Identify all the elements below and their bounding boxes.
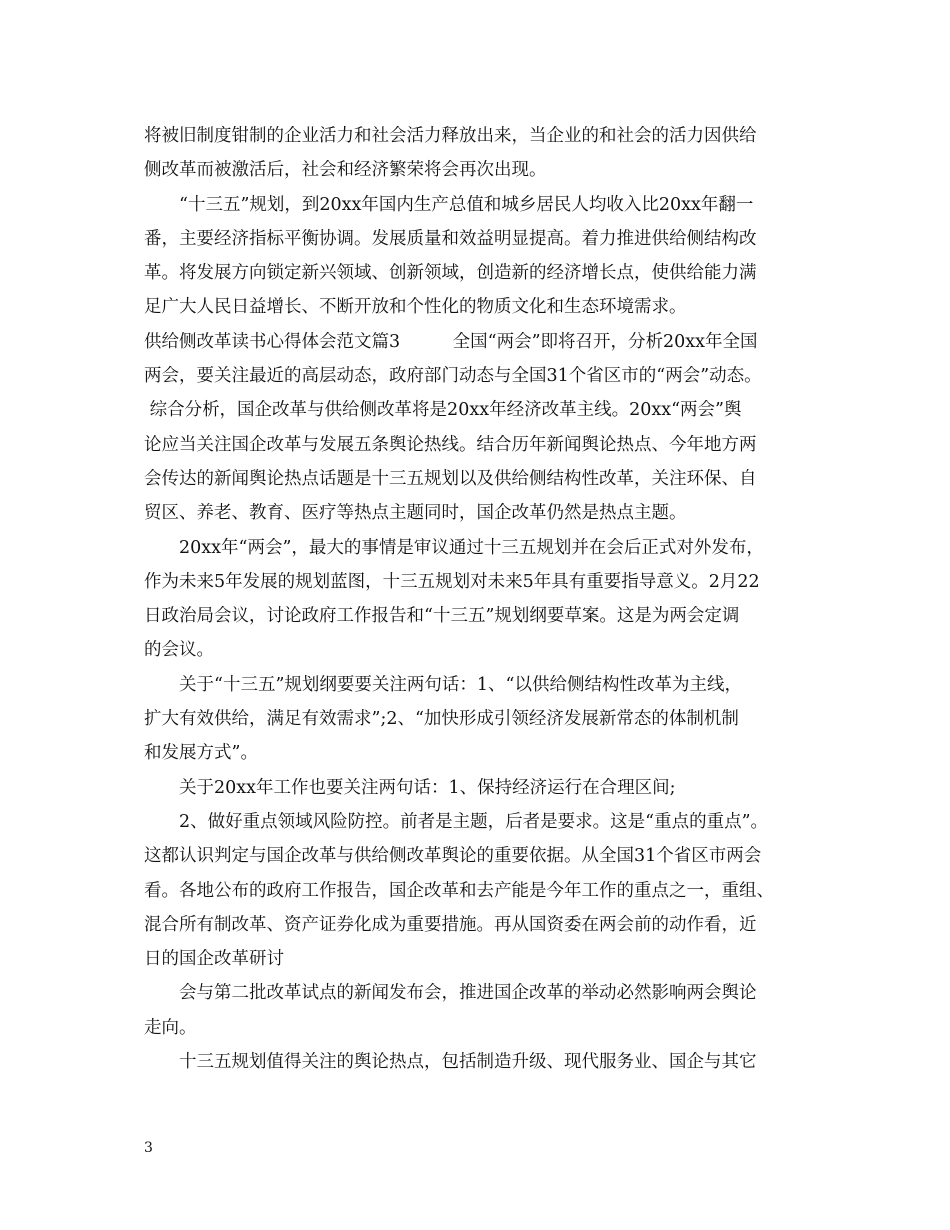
text-line: 和发展方式”。: [144, 743, 258, 764]
text-line: 扩大有效供给，满足有效需求”;2、“加快形成引领经济发展新常态的体制机制: [144, 709, 739, 730]
text-line: 走向。: [144, 1017, 197, 1038]
text-line: 综合分析，国企改革与供给侧改革将是20xx年经济改革主线。20xx“两会”舆: [144, 400, 742, 421]
text-line: 日政治局会议，讨论政府工作报告和“十三五”规划纲要草案。这是为两会定调: [144, 606, 740, 627]
text-line: 番，主要经济指标平衡协调。发展质量和效益明显提高。着力推进供给侧结构改: [144, 228, 757, 249]
text-line: 两会，要关注最近的高层动态，政府部门动态与全国31个省区市的“两会”动态。: [144, 366, 762, 387]
text-line: 看。各地公布的政府工作报告，国企改革和去产能是今年工作的重点之一，重组、: [144, 880, 774, 901]
text-line: 混合所有制改革、资产证券化成为重要措施。再从国资委在两会前的动作看，近: [144, 914, 757, 935]
text-line: 会与第二批改革试点的新闻发布会，推进国企改革的举动必然影响两会舆论: [144, 983, 757, 1004]
text-line: 的会议。: [144, 640, 214, 661]
text-line: 作为未来5年发展的规划蓝图，十三五规划对未来5年具有重要指导意义。2月22: [144, 571, 760, 592]
text-line: “十三五”规划，到20xx年国内生产总值和城乡居民人均收入比20xx年翻一: [144, 194, 754, 215]
page-number: 3: [144, 1140, 153, 1156]
text-line: 革。将发展方向锁定新兴领域、创新领域，创造新的经济增长点，使供给能力满: [144, 263, 757, 284]
text-line: 贸区、养老、教育、医疗等热点主题同时，国企改革仍然是热点主题。: [144, 503, 687, 524]
text-line: 足广大人民日益增长、不断开放和个性化的物质文化和生态环境需求。: [144, 297, 687, 318]
text-line: 20xx年“两会”，最大的事情是审议通过十三五规划并在会后正式对外发布，: [144, 537, 764, 558]
text-line: 日的国企改革研讨: [144, 949, 284, 970]
text-line: 侧改革而被激活后，社会和经济繁荣将会再次出现。: [144, 160, 547, 181]
text-line: 2、做好重点领域风险防控。前者是主题，后者是要求。这是“重点的重点”。: [144, 811, 769, 832]
body-text: [144, 119, 814, 1079]
text-line: 十三五规划值得关注的舆论热点，包括制造升级、现代服务业、国企与其它: [144, 1052, 757, 1073]
section-heading-line: 供给侧改革读书心得体会范文篇3 全国“两会”即将召开，分析20xx年全国: [144, 331, 758, 352]
text-line: 关于20xx年工作也要关注两句话：1、保持经济运行在合理区间;: [144, 777, 676, 798]
text-line: 会传达的新闻舆论热点话题是十三五规划以及供给侧结构性改革，关注环保、自: [144, 468, 757, 489]
text-line: 论应当关注国企改革与发展五条舆论热线。结合历年新闻舆论热点、今年地方两: [144, 434, 757, 455]
text-line: 这都认识判定与国企改革与供给侧改革舆论的重要依据。从全国31个省区市两会: [144, 846, 762, 867]
text-line: 关于“十三五”规划纲要要关注两句话：1、“以供给侧结构性改革为主线，: [144, 674, 742, 695]
text-line: 将被旧制度钳制的企业活力和社会活力释放出来，当企业的和社会的活力因供给: [144, 126, 757, 146]
